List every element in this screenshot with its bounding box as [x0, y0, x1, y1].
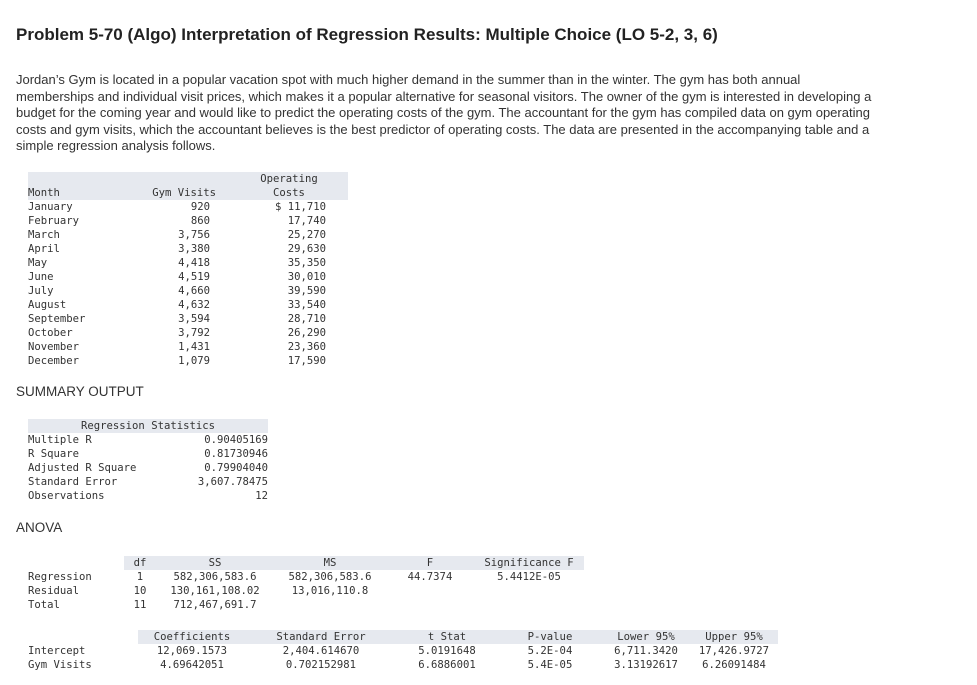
costs-cell: 35,350 — [287, 257, 326, 269]
coef-header-upper-95: Upper 95% — [690, 630, 778, 644]
coef-t-stat: 5.0191648 — [418, 645, 476, 657]
coef-upper-95: 17,426.9727 — [698, 645, 770, 657]
stat-label: Standard Error — [28, 476, 118, 488]
table-row — [28, 256, 348, 270]
visits-cell: 3,594 — [178, 313, 210, 325]
anova-row — [28, 584, 584, 598]
anova-table — [28, 556, 584, 612]
stat-value: 0.79904040 — [204, 462, 268, 474]
anova-row — [28, 598, 584, 612]
stat-value: 12 — [255, 490, 268, 502]
anova-ss: 712,467,691.7 — [173, 599, 257, 611]
month-cell: February — [28, 215, 80, 227]
anova-f: 44.7374 — [407, 571, 453, 583]
stat-label: Adjusted R Square — [28, 462, 137, 474]
month-cell: September — [28, 313, 86, 325]
coef-variable: Gym Visits — [28, 659, 92, 671]
coef-value: 4.69642051 — [160, 659, 224, 671]
anova-ss: 582,306,583.6 — [173, 571, 257, 583]
visits-cell: 4,418 — [178, 257, 210, 269]
costs-cell: 17,590 — [287, 355, 326, 367]
coefficient-row — [28, 644, 778, 658]
anova-label: ANOVA — [16, 520, 63, 535]
anova-ss: 130,161,108.02 — [170, 585, 260, 597]
anova-header-row — [28, 556, 584, 570]
anova-significance — [474, 584, 584, 598]
coef-lower-95: 6,711.3420 — [614, 645, 678, 657]
visits-cell: 3,380 — [178, 243, 210, 255]
stat-label: Multiple R — [28, 434, 92, 446]
anova-header-ms: MS — [274, 556, 386, 570]
anova-df: 1 — [136, 571, 144, 583]
month-cell: June — [28, 271, 54, 283]
table-header-row — [28, 172, 348, 200]
table-row — [28, 200, 348, 214]
regression-statistics-table — [28, 419, 268, 503]
coef-header-lower-95: Lower 95% — [602, 630, 690, 644]
anova-significance: 5.4412E-05 — [497, 571, 561, 583]
costs-header: Operating Costs — [230, 172, 348, 200]
costs-cell: 30,010 — [287, 271, 326, 283]
month-cell: October — [28, 327, 73, 339]
stat-value: 0.81730946 — [204, 448, 268, 460]
stat-value: 3,607.78475 — [197, 476, 268, 488]
visits-cell: 860 — [190, 215, 210, 227]
table-row — [28, 284, 348, 298]
coef-p-value: 5.4E-05 — [527, 659, 573, 671]
anova-significance — [474, 598, 584, 612]
visits-cell: 4,632 — [178, 299, 210, 311]
regression-statistics-heading: Regression Statistics — [28, 419, 268, 433]
coef-value: 12,069.1573 — [156, 645, 228, 657]
costs-cell: 17,740 — [287, 215, 326, 227]
table-row — [28, 270, 348, 284]
anova-source: Total — [28, 599, 60, 611]
table-row — [28, 354, 348, 368]
month-cell: April — [28, 243, 60, 255]
stat-row — [28, 433, 268, 447]
costs-cell: 25,270 — [287, 229, 326, 241]
visits-cell: 920 — [190, 201, 210, 213]
table-row — [28, 242, 348, 256]
stat-label: R Square — [28, 448, 80, 460]
anova-f — [386, 598, 474, 612]
table-row — [28, 214, 348, 228]
anova-header-ss: SS — [156, 556, 274, 570]
coefficient-row — [28, 658, 778, 672]
coef-standard-error: 2,404.614670 — [282, 645, 360, 657]
summary-output-label: SUMMARY OUTPUT — [16, 384, 144, 399]
coef-header-blank — [28, 630, 138, 644]
costs-cell: 39,590 — [287, 285, 326, 297]
visits-cell: 4,519 — [178, 271, 210, 283]
problem-intro: Jordan’s Gym is located in a popular vacation spot with much higher demand in the summer than in the winter. The gym has both annual memberships and individual visit prices, which makes it a popular alternative for seasonal visitors. The owner of the gym is interested in developing a budget for the coming year and would like to predict the operating costs of the gym. The accountant for the gym has compiled data on gym operating costs and gym visits, which the accountant believes is the best predictor of operating costs. The data are presented in the accompanying table and a simple regression analysis follows. — [16, 72, 872, 153]
costs-cell: 23,360 — [287, 341, 326, 353]
table-row — [28, 228, 348, 242]
visits-cell: 4,660 — [178, 285, 210, 297]
stat-row — [28, 461, 268, 475]
anova-df: 10 — [133, 585, 147, 597]
anova-row — [28, 570, 584, 584]
coef-header-t-stat: t Stat — [396, 630, 498, 644]
coefficients-table — [28, 630, 778, 672]
costs-cell: 28,710 — [287, 313, 326, 325]
coef-header-coefficients: Coefficients — [138, 630, 246, 644]
coef-header-p-value: P-value — [498, 630, 602, 644]
anova-ms — [274, 598, 386, 612]
month-cell: May — [28, 257, 48, 269]
coef-header-standard-error: Standard Error — [246, 630, 396, 644]
coef-t-stat: 6.6886001 — [418, 659, 476, 671]
month-cell: December — [28, 355, 80, 367]
visits-header: Gym Visits — [136, 172, 230, 200]
coef-p-value: 5.2E-04 — [527, 645, 573, 657]
table-row — [28, 326, 348, 340]
costs-cell: $ 11,710 — [274, 201, 326, 213]
anova-source: Residual — [28, 585, 80, 597]
regression-statistics-header — [28, 419, 268, 433]
month-cell: January — [28, 201, 73, 213]
table-row — [28, 312, 348, 326]
month-cell: August — [28, 299, 67, 311]
anova-df: 11 — [133, 599, 147, 611]
stat-row — [28, 447, 268, 461]
costs-cell: 26,290 — [287, 327, 326, 339]
anova-ms: 13,016,110.8 — [291, 585, 369, 597]
anova-header-f: F — [386, 556, 474, 570]
coef-upper-95: 6.26091484 — [702, 659, 766, 671]
stat-label: Observations — [28, 490, 105, 502]
visits-cell: 1,079 — [178, 355, 210, 367]
month-cell: March — [28, 229, 60, 241]
visits-cell: 3,756 — [178, 229, 210, 241]
month-header: Month — [28, 172, 136, 200]
gym-data-table — [28, 172, 348, 368]
coef-lower-95: 3.13192617 — [614, 659, 678, 671]
table-row — [28, 340, 348, 354]
stat-row — [28, 475, 268, 489]
coefficients-header-row — [28, 630, 778, 644]
month-cell: July — [28, 285, 54, 297]
coef-standard-error: 0.702152981 — [285, 659, 357, 671]
month-cell: November — [28, 341, 80, 353]
coef-variable: Intercept — [28, 645, 86, 657]
anova-header-df: df — [124, 556, 156, 570]
costs-cell: 33,540 — [287, 299, 326, 311]
visits-cell: 1,431 — [178, 341, 210, 353]
anova-f — [386, 584, 474, 598]
anova-header-significance: Significance F — [474, 556, 584, 570]
problem-title: Problem 5-70 (Algo) Interpretation of Regression Results: Multiple Choice (LO 5-2, 3, 6) — [16, 25, 718, 44]
table-row — [28, 298, 348, 312]
visits-cell: 3,792 — [178, 327, 210, 339]
anova-source: Regression — [28, 571, 92, 583]
stat-value: 0.90405169 — [204, 434, 268, 446]
anova-header-blank — [28, 556, 124, 570]
stat-row — [28, 489, 268, 503]
costs-cell: 29,630 — [287, 243, 326, 255]
anova-ms: 582,306,583.6 — [288, 571, 372, 583]
